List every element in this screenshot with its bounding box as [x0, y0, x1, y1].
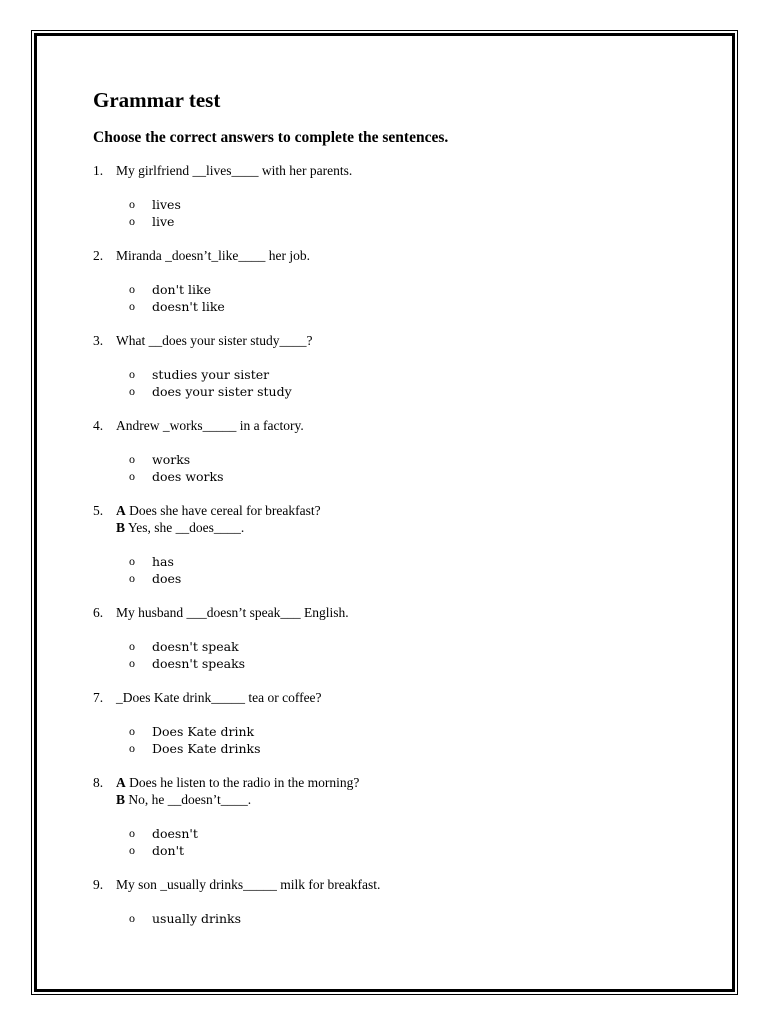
- answer-options: [93, 723, 693, 757]
- answer-option[interactable]: [129, 553, 693, 570]
- question-line: [93, 774, 693, 791]
- question-text: [116, 247, 693, 264]
- question-line: [93, 519, 693, 536]
- answer-option[interactable]: [129, 213, 693, 230]
- answer-option-label: Does Kate drink: [152, 724, 255, 739]
- question-item: [93, 417, 693, 485]
- circle-bullet-icon: o: [129, 299, 135, 313]
- question-text: [116, 689, 693, 706]
- answer-options: [93, 281, 693, 315]
- circle-bullet-icon: o: [129, 843, 135, 857]
- answer-options: [93, 451, 693, 485]
- question-number: 1.: [93, 163, 104, 178]
- answer-option[interactable]: [129, 655, 693, 672]
- question-line: [93, 689, 693, 706]
- answer-option-label: lives: [152, 197, 181, 212]
- question-sentence: _Does Kate drink_____ tea or coffee?: [116, 690, 322, 705]
- question-number: 5.: [93, 503, 104, 518]
- question-item: [93, 332, 693, 400]
- question-list: [93, 162, 693, 927]
- answer-option-label: doesn't speak: [152, 639, 239, 654]
- answer-option-label: live: [152, 214, 175, 229]
- question-text: [116, 604, 693, 621]
- answer-option-label: don't: [152, 843, 185, 858]
- question-number: 6.: [93, 605, 104, 620]
- answer-options: [93, 825, 693, 859]
- question-sentence: My son _usually drinks_____ milk for breakfast.: [116, 877, 381, 892]
- answer-option[interactable]: [129, 740, 693, 757]
- circle-bullet-icon: o: [129, 571, 135, 585]
- question-line: [93, 417, 693, 434]
- page-title: Grammar test: [93, 88, 221, 112]
- question-sentence: Miranda _doesn’t_like____ her job.: [116, 248, 310, 263]
- question-line: [93, 791, 693, 808]
- question-item: [93, 604, 693, 672]
- speaker-label: B: [116, 792, 126, 807]
- answer-option[interactable]: [129, 451, 693, 468]
- circle-bullet-icon: o: [129, 282, 135, 296]
- answer-option-label: has: [152, 554, 174, 569]
- instruction-text: Choose the correct answers to complete the sentences.: [93, 129, 449, 146]
- answer-option[interactable]: [129, 383, 693, 400]
- circle-bullet-icon: o: [129, 826, 135, 840]
- question-text: [116, 417, 693, 434]
- circle-bullet-icon: o: [129, 384, 135, 398]
- answer-option-label: works: [152, 452, 191, 467]
- answer-option-label: don't like: [152, 282, 211, 297]
- circle-bullet-icon: o: [129, 197, 135, 211]
- question-line: [93, 876, 693, 893]
- answer-option-label: Does Kate drinks: [152, 741, 261, 756]
- circle-bullet-icon: o: [129, 367, 135, 381]
- question-sentence: What __does your sister study____?: [116, 333, 313, 348]
- answer-options: [93, 638, 693, 672]
- answer-option[interactable]: [129, 723, 693, 740]
- question-number: [93, 791, 116, 808]
- question-text: [116, 519, 693, 536]
- answer-option[interactable]: [129, 298, 693, 315]
- circle-bullet-icon: o: [129, 469, 135, 483]
- answer-option-label: doesn't speaks: [152, 656, 246, 671]
- circle-bullet-icon: o: [129, 911, 135, 925]
- question-number: 7.: [93, 690, 104, 705]
- answer-options: [93, 553, 693, 587]
- question-number: 2.: [93, 248, 104, 263]
- answer-option[interactable]: [129, 366, 693, 383]
- question-text: [116, 774, 693, 791]
- answer-option[interactable]: [129, 842, 693, 859]
- question-line: [93, 332, 693, 349]
- question-sentence: Does she have cereal for breakfast?: [125, 503, 321, 518]
- answer-option-label: does works: [152, 469, 224, 484]
- question-number: 4.: [93, 418, 104, 433]
- answer-options: [93, 366, 693, 400]
- question-text: [116, 876, 693, 893]
- question-sentence: Does he listen to the radio in the morning?: [125, 775, 360, 790]
- answer-option[interactable]: [129, 910, 693, 927]
- document-content: [93, 86, 693, 927]
- circle-bullet-icon: o: [129, 656, 135, 670]
- speaker-label: A: [116, 775, 126, 790]
- question-line: [93, 502, 693, 519]
- question-item: [93, 876, 693, 927]
- answer-option-label: does: [152, 571, 182, 586]
- circle-bullet-icon: o: [129, 554, 135, 568]
- question-text: [116, 502, 693, 519]
- question-number: 3.: [93, 333, 104, 348]
- question-item: [93, 689, 693, 757]
- answer-option[interactable]: [129, 638, 693, 655]
- question-item: [93, 774, 693, 859]
- question-line: [93, 162, 693, 179]
- question-text: [116, 332, 693, 349]
- circle-bullet-icon: o: [129, 214, 135, 228]
- answer-option[interactable]: [129, 570, 693, 587]
- answer-options: [93, 910, 693, 927]
- speaker-label: B: [116, 520, 126, 535]
- question-item: [93, 162, 693, 230]
- question-sentence: Andrew _works_____ in a factory.: [116, 418, 304, 433]
- question-item: [93, 502, 693, 587]
- question-line: [93, 604, 693, 621]
- answer-option-label: studies your sister: [152, 367, 270, 382]
- question-sentence: My girlfriend __lives____ with her parents.: [116, 163, 353, 178]
- circle-bullet-icon: o: [129, 741, 135, 755]
- circle-bullet-icon: o: [129, 639, 135, 653]
- question-text: [116, 162, 693, 179]
- question-line: [93, 247, 693, 264]
- question-item: [93, 247, 693, 315]
- answer-option-label: does your sister study: [152, 384, 292, 399]
- answer-option-label: usually drinks: [152, 911, 242, 926]
- answer-option[interactable]: [129, 468, 693, 485]
- circle-bullet-icon: o: [129, 452, 135, 466]
- speaker-label: A: [116, 503, 126, 518]
- circle-bullet-icon: o: [129, 724, 135, 738]
- answer-option[interactable]: [129, 281, 693, 298]
- question-sentence: My husband ___doesn’t speak___ English.: [116, 605, 349, 620]
- answer-option-label: doesn't: [152, 826, 198, 841]
- question-sentence: Yes, she __does____.: [125, 520, 245, 535]
- question-text: [116, 791, 693, 808]
- question-sentence: No, he __doesn’t____.: [125, 792, 252, 807]
- question-number: [93, 519, 116, 536]
- question-number: 9.: [93, 877, 104, 892]
- answer-option[interactable]: [129, 825, 693, 842]
- question-number: 8.: [93, 775, 104, 790]
- answer-options: [93, 196, 693, 230]
- answer-option-label: doesn't like: [152, 299, 225, 314]
- answer-option[interactable]: [129, 196, 693, 213]
